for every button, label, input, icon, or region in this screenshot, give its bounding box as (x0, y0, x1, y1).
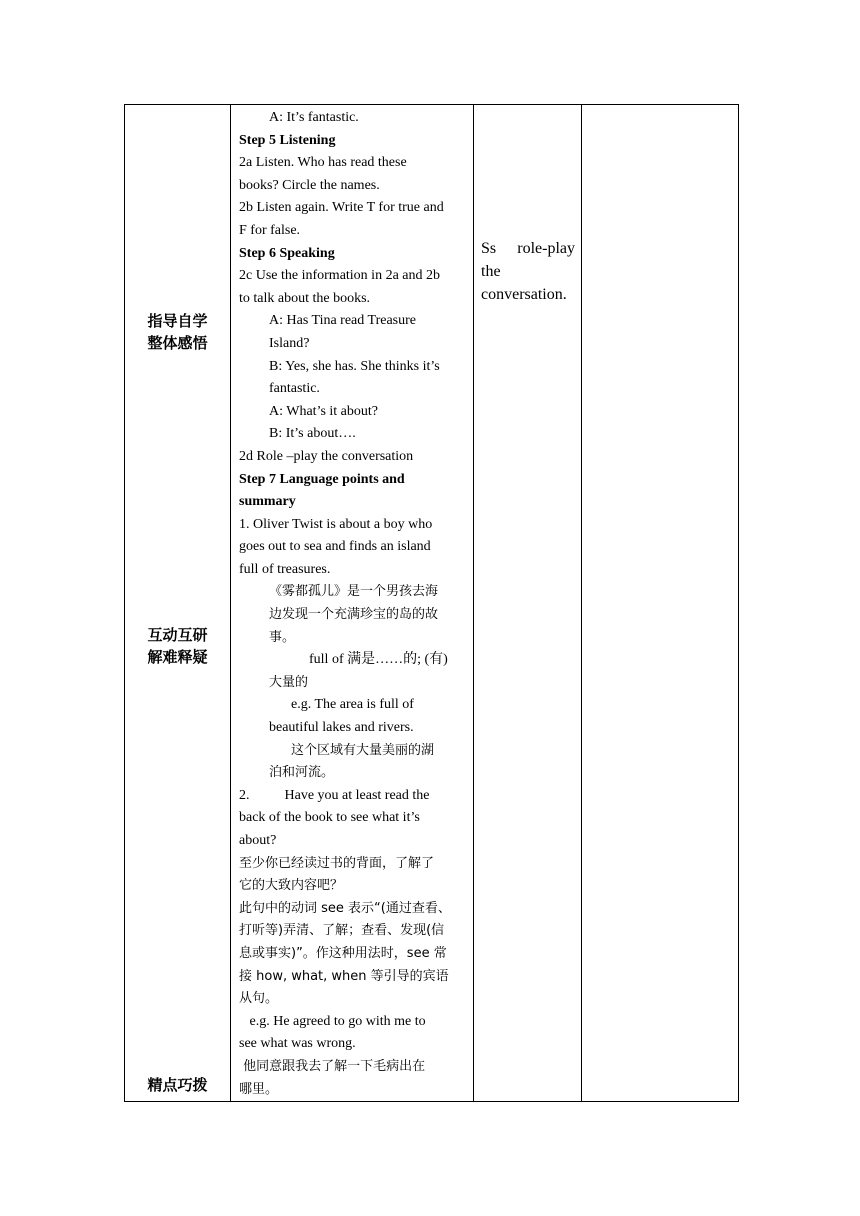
dialogue-line: A: Has Tina read Treasure (269, 313, 416, 329)
language-point: full of treasures. (239, 561, 331, 577)
language-point: back of the book to see what it’s (239, 810, 420, 826)
translation-line: 事。 (269, 629, 296, 645)
note-line: 息或事实)”。作这种用法时，see 常 (239, 945, 447, 961)
lesson-plan-table (124, 104, 739, 1102)
task-line: 2d Role –play the conversation (239, 448, 414, 464)
student-activity (474, 105, 581, 306)
translation-line: 他同意跟我去了解一下毛病出在 (239, 1058, 426, 1074)
example-line: beautiful lakes and rivers. (269, 720, 414, 736)
activity-line: the (481, 263, 501, 280)
translation-line: 《雾都孤儿》是一个男孩去海 (269, 584, 439, 600)
note-line: 接 how, what, when 等引导的宾语 (239, 968, 449, 984)
activity-line: Ss role-play (481, 240, 575, 257)
task-line: books? Circle the names. (239, 177, 380, 193)
language-point: 2. Have you at least read the (239, 787, 430, 803)
example-line: e.g. The area is full of (291, 697, 414, 713)
task-line: 2a Listen. Who has read these (239, 155, 407, 171)
note-line: 打听等)弄清、了解；查看、发现(信 (239, 923, 445, 939)
phrase-line: 大量的 (269, 674, 309, 690)
dialogue-line: B: It’s about…. (269, 426, 356, 442)
dialogue-line: Island? (269, 335, 310, 351)
language-point: 1. Oliver Twist is about a boy who (239, 516, 433, 532)
teaching-content (231, 105, 473, 1101)
activity-line: conversation. (481, 286, 567, 303)
note-line: 此句中的动词 see 表示“(通过查看、 (239, 900, 451, 916)
task-line: F for false. (239, 222, 301, 238)
translation-line: 至少你已经读过书的背面，了解了 (239, 855, 435, 871)
task-line: 2b Listen again. Write T for true and (239, 200, 444, 216)
step-heading: Step 5 Listening (239, 132, 336, 148)
translation-line: 边发现一个充满珍宝的岛的故 (269, 607, 439, 623)
teaching-content-column (231, 105, 474, 1102)
dialogue-line: A: It’s fantastic. (269, 110, 359, 125)
label-guided-self-study: 指导自学 整体感悟 (147, 312, 208, 352)
step-heading: summary (239, 494, 296, 510)
dialogue-line: A: What’s it about? (269, 403, 378, 419)
dialogue-line: fantastic. (269, 381, 320, 397)
dialogue-line: B: Yes, she has. She thinks it’s (269, 358, 440, 374)
task-line: 2c Use the information in 2a and 2b (239, 268, 441, 284)
notes-column (582, 105, 739, 1102)
note-line: 从句。 (239, 991, 279, 1007)
step-heading: Step 6 Speaking (239, 245, 335, 261)
language-point: goes out to sea and finds an island (239, 539, 431, 555)
example-line: see what was wrong. (239, 1036, 356, 1052)
language-point: about? (239, 833, 277, 848)
task-line: to talk about the books. (239, 290, 371, 306)
translation-line: 这个区域有大量美丽的湖 (291, 742, 435, 758)
student-activity-column (474, 105, 582, 1102)
label-interactive-study: 互动互研 解难释疑 (147, 626, 208, 666)
translation-line: 哪里。 (239, 1081, 279, 1097)
stage-label-column (125, 105, 231, 1102)
phrase-line: full of 满是……的; (有) (309, 652, 448, 668)
table-row (125, 105, 739, 1102)
translation-line: 它的大致内容吧？ (239, 878, 344, 894)
translation-line: 泊和河流。 (269, 765, 335, 781)
label-key-points: 精点巧拨 (147, 1076, 208, 1094)
example-line: e.g. He agreed to go with me to (239, 1013, 426, 1029)
step-heading: Step 7 Language points and (239, 471, 405, 487)
